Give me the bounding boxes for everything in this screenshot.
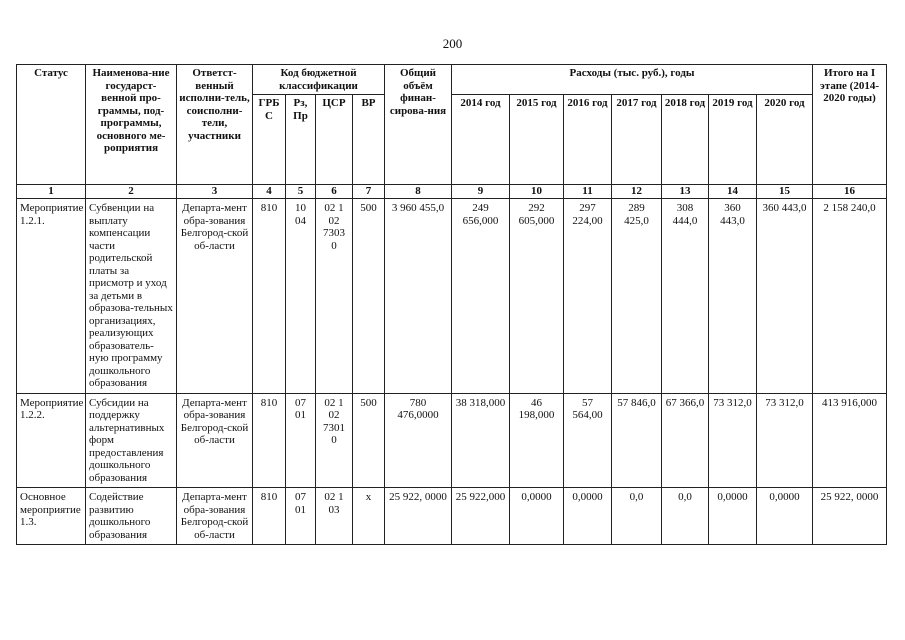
header-csr: ЦСР	[316, 95, 353, 185]
row-year-value: 292 605,000	[510, 199, 564, 394]
row-csr: 02 1 02 7301 0	[316, 393, 353, 488]
row-year-value: 0,0	[662, 488, 709, 545]
row-year-value: 360 443,0	[709, 199, 757, 394]
row-total: 3 960 455,0	[385, 199, 452, 394]
row-year-value: 0,0000	[564, 488, 612, 545]
table-row	[17, 393, 887, 488]
table-row	[17, 488, 887, 545]
column-number: 7	[353, 185, 385, 199]
row-name: Содействие развитию дошкольного образования	[86, 488, 177, 545]
column-number: 1	[17, 185, 86, 199]
row-rzpr: 07 01	[286, 488, 316, 545]
column-number: 10	[510, 185, 564, 199]
row-status: Мероприятие 1.2.2.	[17, 393, 86, 488]
row-year-value: 25 922,000	[452, 488, 510, 545]
header-name: Наименова-ние государст-венной про-граммы, под-программы, основного ме-роприятия	[86, 65, 177, 185]
header-rzpr: Рз, Пр	[286, 95, 316, 185]
table-row	[17, 199, 887, 394]
row-stage-total: 2 158 240,0	[813, 199, 887, 394]
row-status: Основное мероприятие 1.3.	[17, 488, 86, 545]
row-vr: 500	[353, 393, 385, 488]
row-rzpr: 10 04	[286, 199, 316, 394]
column-number: 13	[662, 185, 709, 199]
row-year-value: 67 366,0	[662, 393, 709, 488]
row-csr: 02 1 03	[316, 488, 353, 545]
row-vr: 500	[353, 199, 385, 394]
header-responsible: Ответст-венный исполни-тель, соисполни-тели, участники	[177, 65, 253, 185]
column-number: 3	[177, 185, 253, 199]
row-name: Субсидии на поддержку альтернативных форм предоставления дошкольного образования	[86, 393, 177, 488]
row-year-value: 38 318,000	[452, 393, 510, 488]
header-total-volume: Общий объём финан-сирова-ния	[385, 65, 452, 185]
row-year-value: 46 198,000	[510, 393, 564, 488]
column-number: 11	[564, 185, 612, 199]
header-grbs: ГРБ С	[253, 95, 286, 185]
budget-table	[16, 64, 887, 545]
row-total: 780 476,0000	[385, 393, 452, 488]
column-number: 6	[316, 185, 353, 199]
column-number: 15	[757, 185, 813, 199]
row-grbs: 810	[253, 393, 286, 488]
row-year-value: 0,0000	[757, 488, 813, 545]
row-year-value: 0,0000	[709, 488, 757, 545]
row-grbs: 810	[253, 488, 286, 545]
page-number: 200	[442, 36, 463, 51]
row-status: Мероприятие 1.2.1.	[17, 199, 86, 394]
header-year-2019: 2019 год	[709, 95, 757, 185]
row-year-value: 57 846,0	[612, 393, 662, 488]
row-name: Субвенции на выплату компенсации части родительской платы за присмотр и уход за детьми в образова-тельных организациях, реализующих образователь-ную программу дошкольного образования	[86, 199, 177, 394]
header-year-2016: 2016 год	[564, 95, 612, 185]
row-year-value: 57 564,00	[564, 393, 612, 488]
header-vr: ВР	[353, 95, 385, 185]
row-responsible: Департа-мент обра-зования Белгород-ской об-ласти	[177, 393, 253, 488]
row-year-value: 297 224,00	[564, 199, 612, 394]
header-year-2017: 2017 год	[612, 95, 662, 185]
header-year-2015: 2015 год	[510, 95, 564, 185]
row-grbs: 810	[253, 199, 286, 394]
column-number: 9	[452, 185, 510, 199]
header-year-2018: 2018 год	[662, 95, 709, 185]
row-year-value: 308 444,0	[662, 199, 709, 394]
row-vr: х	[353, 488, 385, 545]
row-year-value: 249 656,000	[452, 199, 510, 394]
row-year-value: 289 425,0	[612, 199, 662, 394]
header-expenses: Расходы (тыс. руб.), годы	[452, 65, 813, 95]
row-csr: 02 1 02 7303 0	[316, 199, 353, 394]
column-number: 4	[253, 185, 286, 199]
header-stage-total: Итого на I этапе (2014-2020 годы)	[813, 65, 887, 185]
column-number: 14	[709, 185, 757, 199]
row-year-value: 360 443,0	[757, 199, 813, 394]
column-number: 8	[385, 185, 452, 199]
row-year-value: 73 312,0	[757, 393, 813, 488]
row-year-value: 0,0	[612, 488, 662, 545]
column-number-row	[17, 185, 887, 199]
row-year-value: 73 312,0	[709, 393, 757, 488]
column-number: 16	[813, 185, 887, 199]
header-status: Статус	[17, 65, 86, 185]
row-stage-total: 25 922, 0000	[813, 488, 887, 545]
header-year-2020: 2020 год	[757, 95, 813, 185]
row-responsible: Департа-мент обра-зования Белгород-ской об-ласти	[177, 488, 253, 545]
row-stage-total: 413 916,000	[813, 393, 887, 488]
header-year-2014: 2014 год	[452, 95, 510, 185]
row-responsible: Департа-мент обра-зования Белгород-ской об-ласти	[177, 199, 253, 394]
row-rzpr: 07 01	[286, 393, 316, 488]
row-year-value: 0,0000	[510, 488, 564, 545]
row-total: 25 922, 0000	[385, 488, 452, 545]
header-budget-code: Код бюджетной классификации	[253, 65, 385, 95]
column-number: 2	[86, 185, 177, 199]
column-number: 12	[612, 185, 662, 199]
column-number: 5	[286, 185, 316, 199]
